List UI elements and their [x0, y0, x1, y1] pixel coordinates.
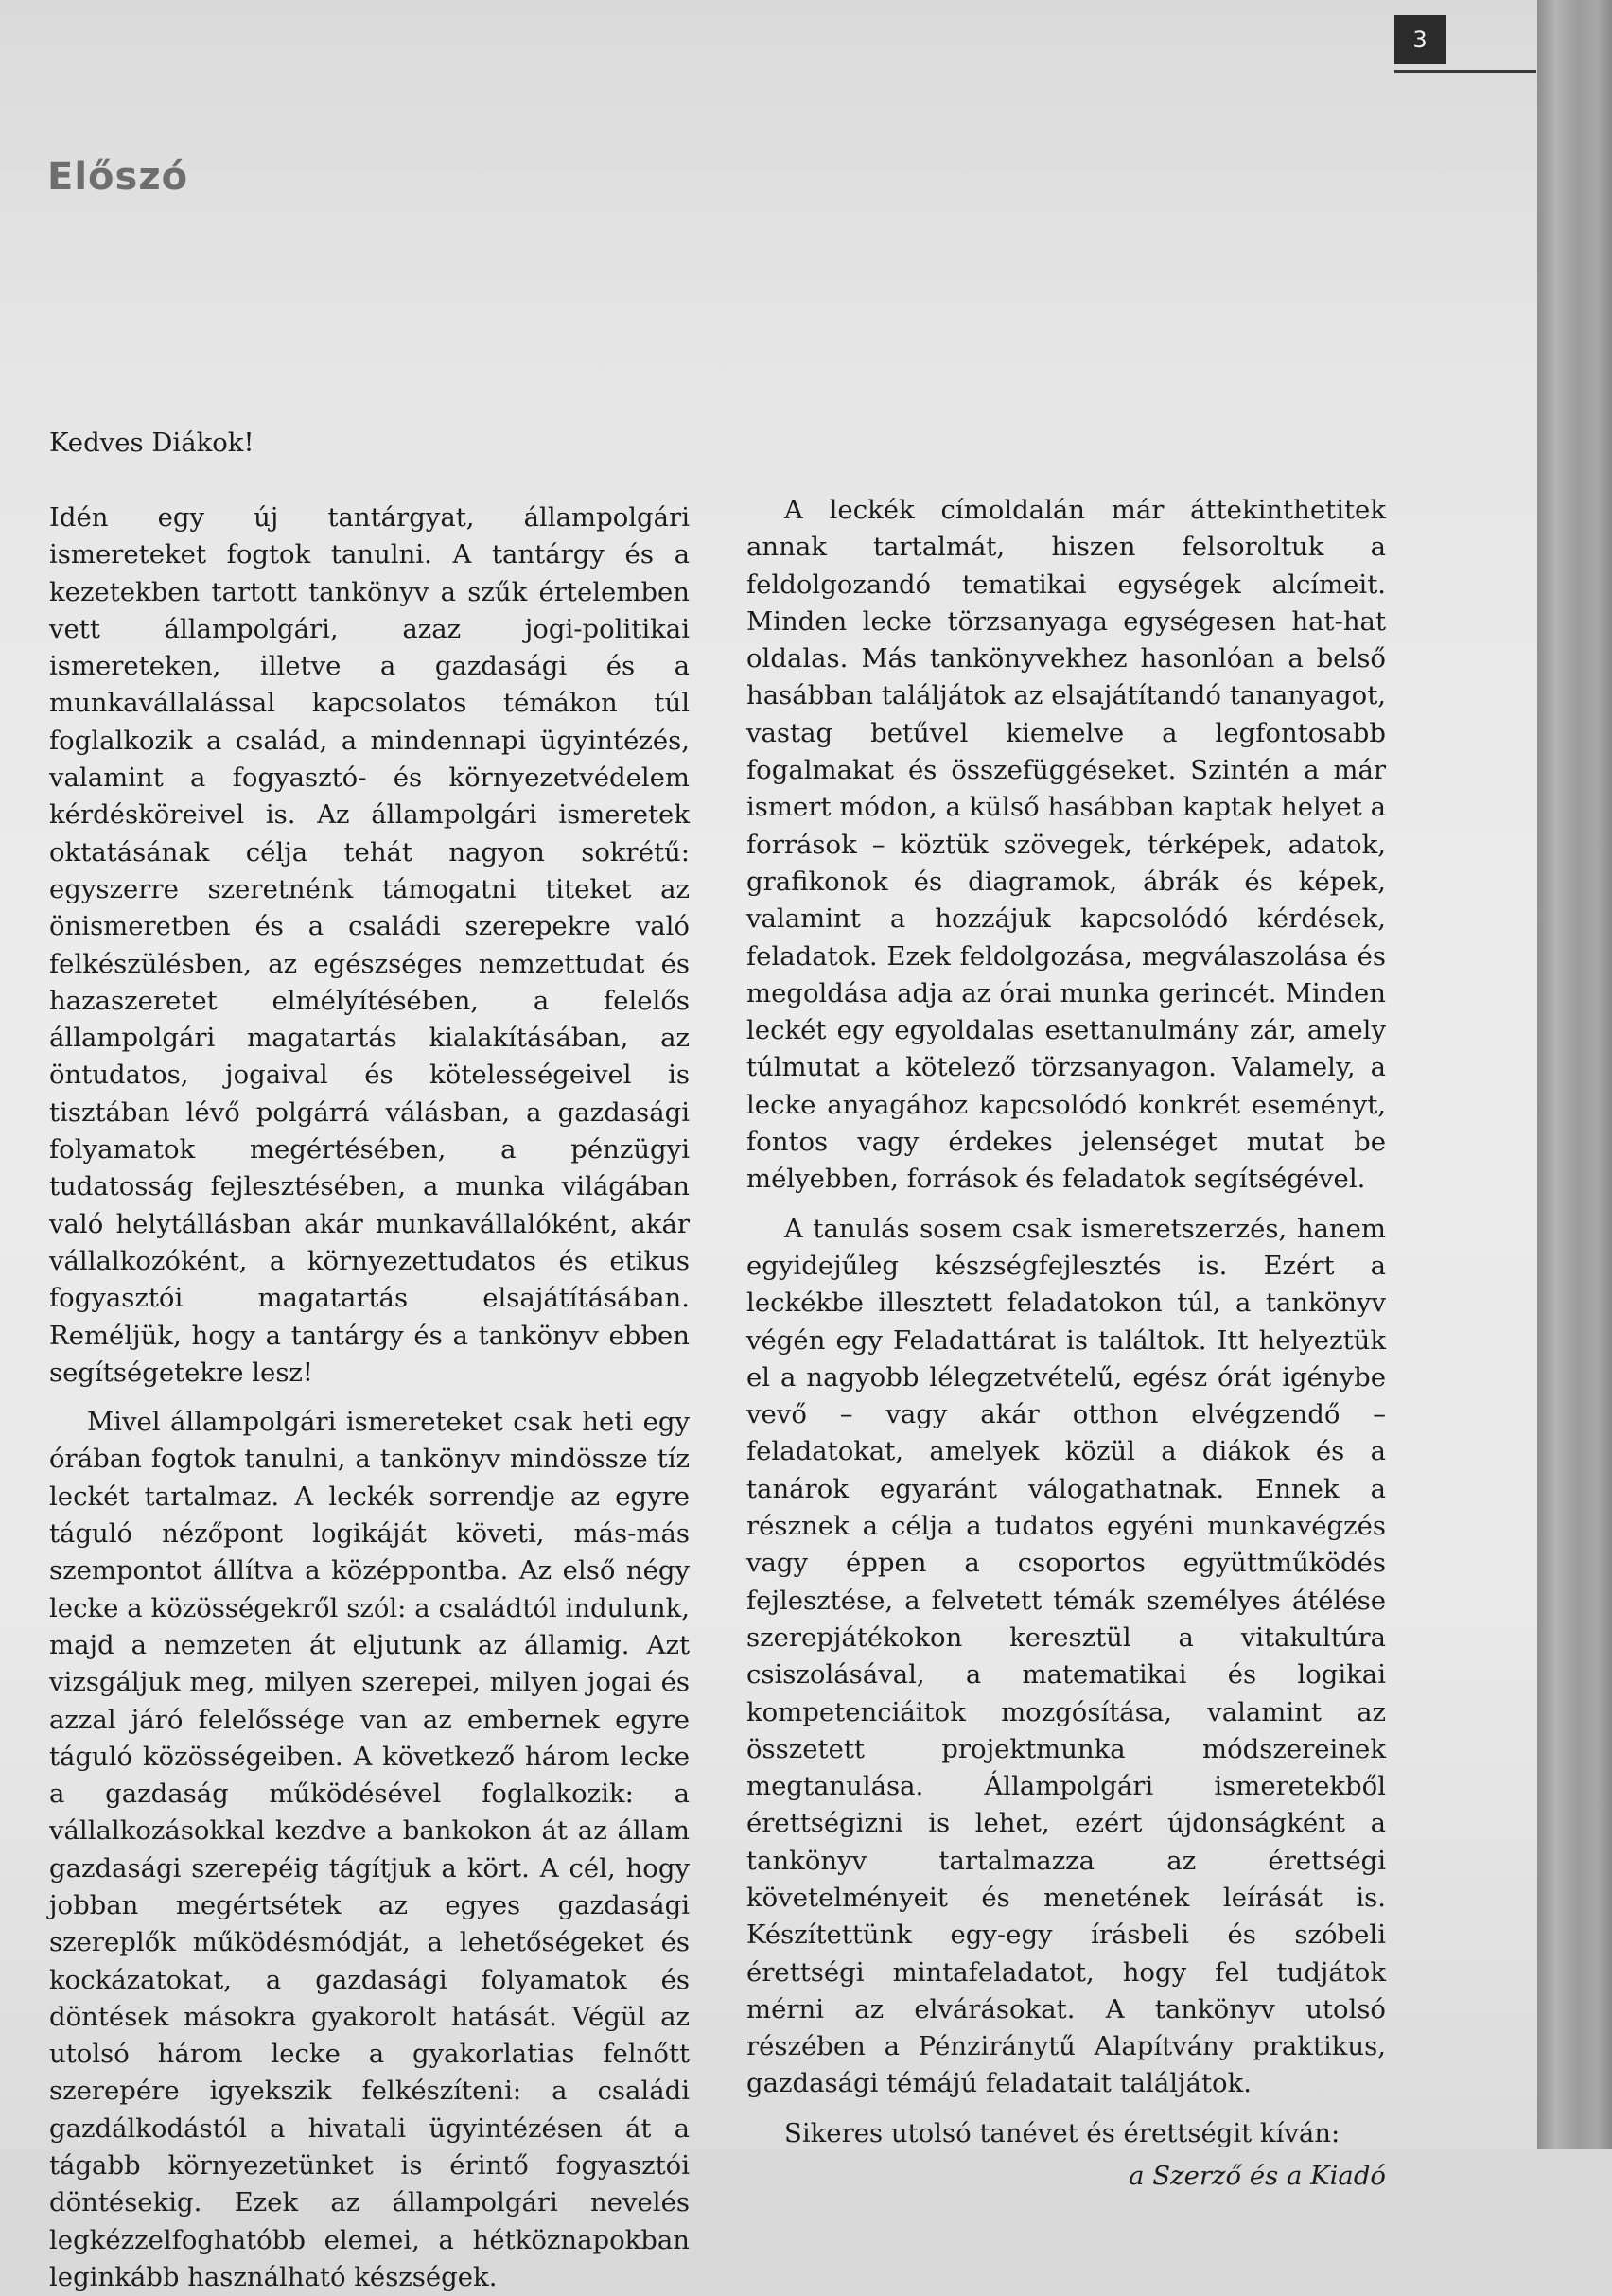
signature: a Szerző és a Kiadó: [1129, 2161, 1386, 2192]
paragraph: Mivel állampolgári ismereteket csak heti egy órában fogtok tanulni, a tankönyv mindössze tíz leckét tartalmaz. A leckék sorrendje az egyre táguló nézőpont logikáját követi, más-más szempontot állítva a középpontba. Az első négy lecke a közösségekről szól: a családtól indulunk, majd a nemzeten át eljutunk az államig. Azt vizsgáljuk meg, milyen szerepei, milyen jogai és azzal járó felelőssége van az embernek egyre táguló közösségeiben. A következő három lecke a gazdaság működésével foglalkozik: a vállalkozásokkal kezdve a bankokon át az állam gazdasági szerepéig tágítjuk a kört. A cél, hogy jobban megértsétek az egyes gazdasági szereplők működésmódját, a lehetőségeket és kockázatokat, a gazdasági folyamatok és döntések másokra gyakorolt hatását. Végül az utolsó három lecke a gyakorlatias felnőtt szerepére igyekszik felkészíteni: a családi gazdálkodástól a hivatali ügyintézésen át a tágabb környezetünket is érintő fogyasztói döntésekig. Ezek az állampolgári nevelés legkézzelfoghatóbb elemei, a hétköznapokban leginkább használható készségek.: [49, 1407, 690, 2292]
book-spine: [1537, 0, 1612, 2149]
page-title: Előszó: [47, 155, 189, 199]
paragraph: A leckék címoldalán már áttekinthetitek annak tartalmát, hiszen felsoroltuk a feldolgozandó tematikai egységek alcímeit. Minden lecke törzsanyaga egységesen hat-hat oldalas. Más tankönyvekhez hasonlóan a belső hasábban találjátok az elsajátítandó tananyagot, vastag betűvel kiemelve a legfontosabb fogalmakat és összefüggéseket. Szintén a már ismert módon, a külső hasábban kaptak helyet a források – köztük szövegek, térképek, adatok, grafikonok és diagramok, ábrák és képek, valamint a hozzájuk kapcsolódó kérdések, feladatok. Ezek feldolgozása, megválaszolása és megoldása adja az órai munka gerincét. Minden leckét egy egyoldalas esettanulmány zár, amely túlmutat a kötelező törzsanyagon. Valamely, a lecke anyagához kapcsolódó konkrét eseményt, fontos vagy érdekes jelenséget mutat be mélyebben, források és feladatok segítségével.: [746, 495, 1386, 1195]
paragraph: Idén egy új tantárgyat, állampolgári ismereteket fogtok tanulni. A tantárgy és a kezetekben tartott tankönyv a szűk értelemben vett állampolgári, azaz jogi-politikai ismereteken, illetve a gazdasági és a munkavállalással kapcsolatos témákon túl foglalkozik a család, a mindennapi ügyintézés, valamint a fogyasztó- és környezetvédelem kérdésköreivel is. Az állampolgári ismeretek oktatásának célja tehát nagyon sokrétű: egyszerre szeretnénk támogatni titeket az önismeretben és a családi szerepekre való felkészülésben, az egészséges nemzettudat és hazaszeretet elmélyítésében, a felelős állampolgári magatartás kialakításában, az öntudatos, jogaival és kötelességeivel is tisztában lévő polgárrá válásban, a gazdasági folyamatok megértésében, a pénzügyi tudatosság fejlesztésében, a munka világában való helytállásban akár munkavállalóként, akár vállalkozóként, a környezettudatos és etikus fogyasztói magatartás elsajátításában. Reméljük, hogy a tantárgy és a tankönyv ebben segítségetekre lesz!: [49, 502, 690, 1388]
left-column: [49, 500, 690, 2296]
right-column: [746, 492, 1386, 2195]
page-number: 3: [1394, 15, 1446, 64]
salutation: Kedves Diákok!: [49, 428, 254, 458]
paragraph: A tanulás sosem csak ismeretszerzés, hanem egyidejűleg készségfejlesztés is. Ezért a leckékbe illesztett feladatokon túl, a tankönyv végén egy Feladattárat is találtok. Itt helyeztük el a nagyobb lélegzetvételű, egész órát igénybe vevő – vagy akár otthon elvégzendő – feladatokat, amelyek közül a diákok és a tanárok egyaránt válogathatnak. Ennek a résznek a célja a tudatos egyéni munkavégzés vagy éppen a csoportos együttműködés fejlesztése, a felvetett témák személyes átélése szerepjátékokon keresztül a vitakultúra csiszolásával, a matematikai és logikai kompetenciáitok mozgósítása, valamint az összetett projektmunka módszereinek megtanulása. Állampolgári ismeretekből érettségizni is lehet, ezért újdonságként a tankönyv tartalmazza az érettségi követelményeit és menetének leírását is. Készítettünk egy-egy írásbeli és szóbeli érettségi mintafeladatot, hogy fel tudjátok mérni az elvárásokat. A tankönyv utolsó részében a Pénziránytű Alapítvány praktikus, gazdasági témájú feladatait találjátok.: [746, 1213, 1386, 2099]
closing-line: Sikeres utolsó tanévet és érettségit kíván:: [784, 2117, 1340, 2148]
page-number-rule: [1394, 70, 1536, 73]
